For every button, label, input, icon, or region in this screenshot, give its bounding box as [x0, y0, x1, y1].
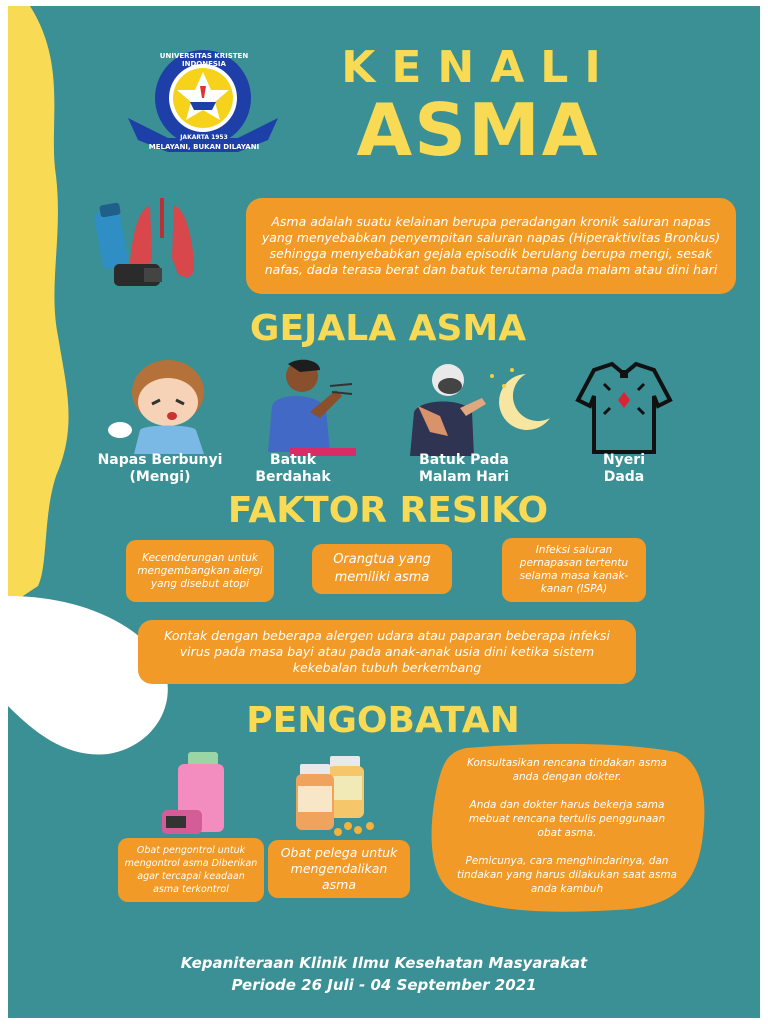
footer-line-2: Periode 26 Juli - 04 September 2021	[231, 976, 537, 994]
pill-bottles-icon	[290, 752, 390, 838]
gejala-title: GEJALA ASMA	[249, 308, 527, 349]
poster	[8, 6, 760, 1018]
advice-blob	[426, 742, 708, 914]
faktor-box-alergen: Kontak dengan beberapa alergen udara atau paparan beberapa infeksi virus pada masa bayi atau pada anak-anak usia dini ketika sistem kekebalan tubuh berkembang	[138, 620, 636, 684]
symptom-label-nyeri-dada: Nyeri Dada	[602, 452, 646, 485]
faktor-box-atopi: Kecenderungan untuk mengembangkan alergi yang disebut atopi	[126, 540, 274, 602]
logo-ribbon-text: MELAYANI, BUKAN DILAYANI	[148, 143, 260, 151]
intro-text: Asma adalah suatu kelainan berupa peradangan kronik saluran napas yang menyebabkan penyempitan saluran napas (Hiperaktivitas Bronkus) sehingga menyebabkan gejala episodik berulang berupa mengi, sesak nafas, dada terasa berat dan batuk terutama pada malam atau dini hari	[261, 214, 721, 277]
logo-ring-text-top: UNIVERSITAS KRISTEN INDONESIA	[159, 52, 249, 68]
symptom-label-malam: Batuk Pada Malam Hari	[419, 452, 509, 485]
faktor-box-ispa: Infeksi saluran pernapasan tertentu selama masa kanak-kanan (ISPA)	[502, 538, 646, 602]
wheezing-child-icon	[104, 358, 224, 454]
symptom-label-mengi: Napas Berbunyi (Mengi)	[97, 452, 223, 485]
advice-text: Konsultasikan rencana tindakan asma anda dengan dokter. Anda dan dokter harus bekerja sama mebuat rencana tertulis penggunaan obat asma. Pemicunya, cara menghindarinya, dan tindakan yang harus dilakukan saat asma anda kambuh	[456, 757, 677, 895]
title-kenali: KENALI	[341, 42, 617, 93]
night-cough-icon	[400, 356, 560, 456]
obat-pelega-box: Obat pelega untuk mengendalikan asma	[268, 840, 410, 898]
logo-ring-text-bottom: JAKARTA 1953	[180, 134, 228, 141]
university-logo	[108, 48, 298, 158]
coughing-man-icon	[260, 356, 360, 456]
footer-line-1: Kepaniteraan Klinik Ilmu Kesehatan Masyarakat	[180, 954, 588, 972]
obat-pengontrol-box: Obat pengontrol untuk mengontrol asma Diberikan agar tercapai keadaan asma terkontrol	[118, 838, 264, 902]
intro-box	[246, 198, 736, 294]
symptom-label-berdahak: Batuk Berdahak	[255, 452, 331, 485]
title-asma: ASMA	[356, 88, 600, 172]
faktor-title: FAKTOR RESIKO	[227, 490, 549, 531]
chest-pain-icon	[574, 360, 674, 454]
faktor-box-orangtua: Orangtua yang memiliki asma	[312, 544, 452, 594]
pink-inhaler-icon	[158, 748, 238, 838]
pengobatan-title: PENGOBATAN	[246, 700, 520, 741]
inhaler-lungs-illustration	[88, 198, 218, 298]
